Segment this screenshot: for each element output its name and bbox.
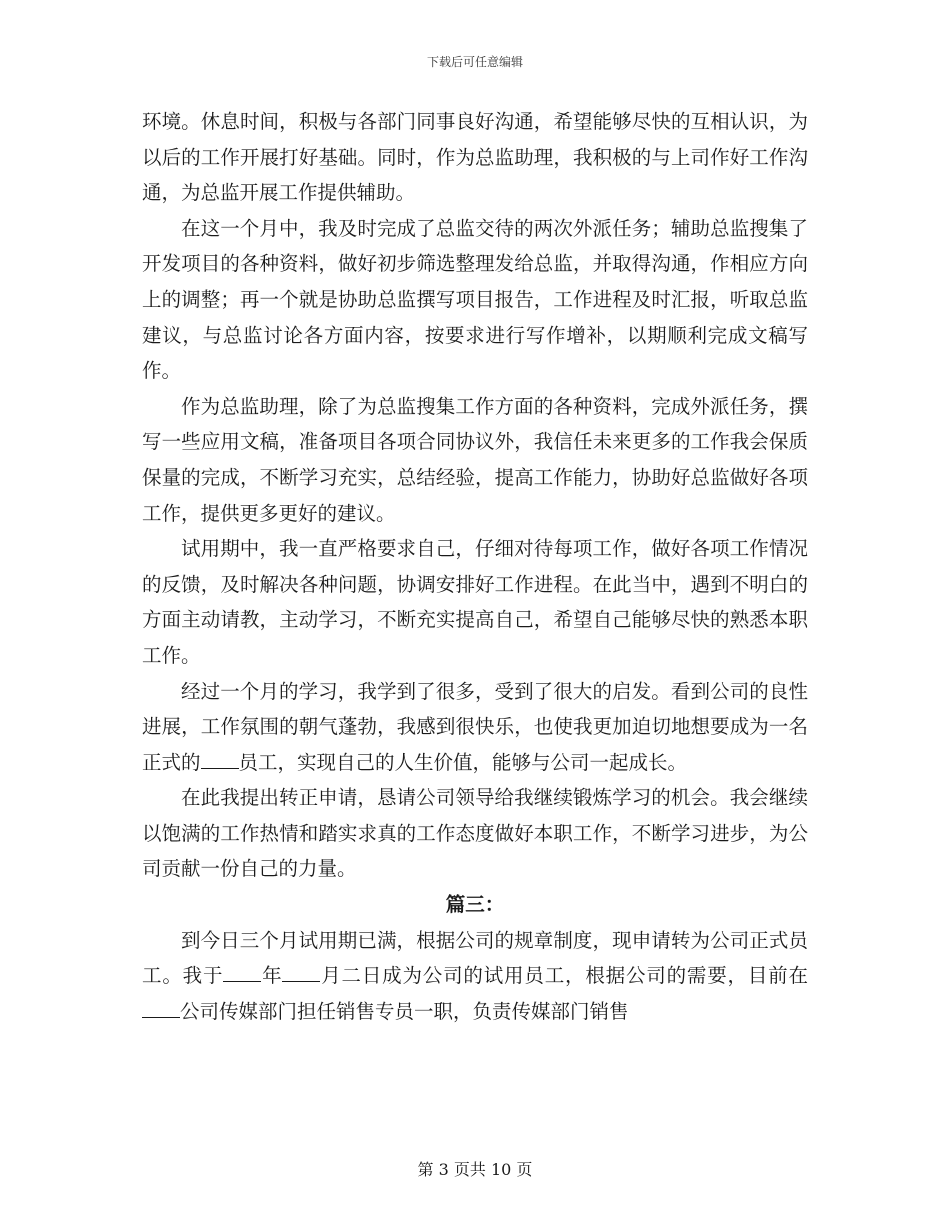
paragraph-1: 环境。休息时间，积极与各部门同事良好沟通，希望能够尽快的互相认识，为以后的工作开展打好基础。同时，作为总监助理，我积极的与上司作好工作沟通，为总监开展工作提供辅助。	[142, 110, 808, 205]
page-footer-number: 第 3 页共 10 页	[417, 1160, 533, 1179]
fill-blank	[201, 747, 239, 768]
paragraph-5-text-a: 经过一个月的学习，我学到了很多，受到了很大的启发。看到公司的良性进展，工作氛围的朝气蓬勃，我感到很快乐，也使我更加迫切地想要成为一名正式的	[142, 679, 808, 774]
paragraph-6: 在此我提出转正申请，恳请公司领导给我继续锻炼学习的机会。我会继续以饱满的工作热情和踏实求真的工作态度做好本职工作，不断学习进步，为公司贡献一份自己的力量。	[142, 786, 808, 881]
paragraph-7-text-b: 年	[261, 964, 283, 988]
paragraph-4: 试用期中，我一直严格要求自己，仔细对待每项工作，做好各项工作情况的反馈，及时解决各种问题，协调安排好工作进程。在此当中，遇到不明白的方面主动请教，主动学习，不断充实提高自己，希望自己能够尽快的熟悉本职工作。	[142, 537, 808, 667]
paragraph-7-text-a: 到今日三个月试用期已满，根据公司的规章制度，现申请转为公司正式员工。我于	[142, 928, 808, 988]
fill-blank-company	[142, 996, 180, 1017]
paragraph-5	[142, 674, 808, 781]
page-header-note: 下载后可任意编辑	[426, 55, 523, 69]
document-body	[142, 104, 808, 1029]
paragraph-2: 在这一个月中，我及时完成了总监交待的两次外派任务；辅助总监搜集了开发项目的各种资料，做好初步筛选整理发给总监，并取得沟通，作相应方向上的调整；再一个就是协助总监撰写项目报告，工作进程及时汇报，听取总监建议，与总监讨论各方面内容，按要求进行写作增补，以期顺利完成文稿写作。	[142, 216, 808, 383]
paragraph-3: 作为总监助理，除了为总监搜集工作方面的各种资料，完成外派任务，撰写一些应用文稿，准备项目各项合同协议外，我信任未来更多的工作我会保质保量的完成，不断学习充实，总结经验，提高工作能力，协助好总监做好各项工作，提供更多更好的建议。	[142, 394, 808, 525]
fill-blank-month	[282, 961, 320, 982]
paragraph-7	[142, 923, 808, 1030]
paragraph-5-text-b: 员工，实现自己的人生价值，能够与公司一起成长。	[238, 750, 688, 774]
fill-blank-year	[223, 961, 261, 982]
paragraph-7-text-d: 公司传媒部门担任销售专员一职，负责传媒部门销售	[180, 999, 629, 1023]
section-title: 篇三：	[445, 893, 505, 917]
paragraph-7-text-c: 月二日成为公司的试用员工，根据公司的需要，目前在	[320, 964, 808, 988]
